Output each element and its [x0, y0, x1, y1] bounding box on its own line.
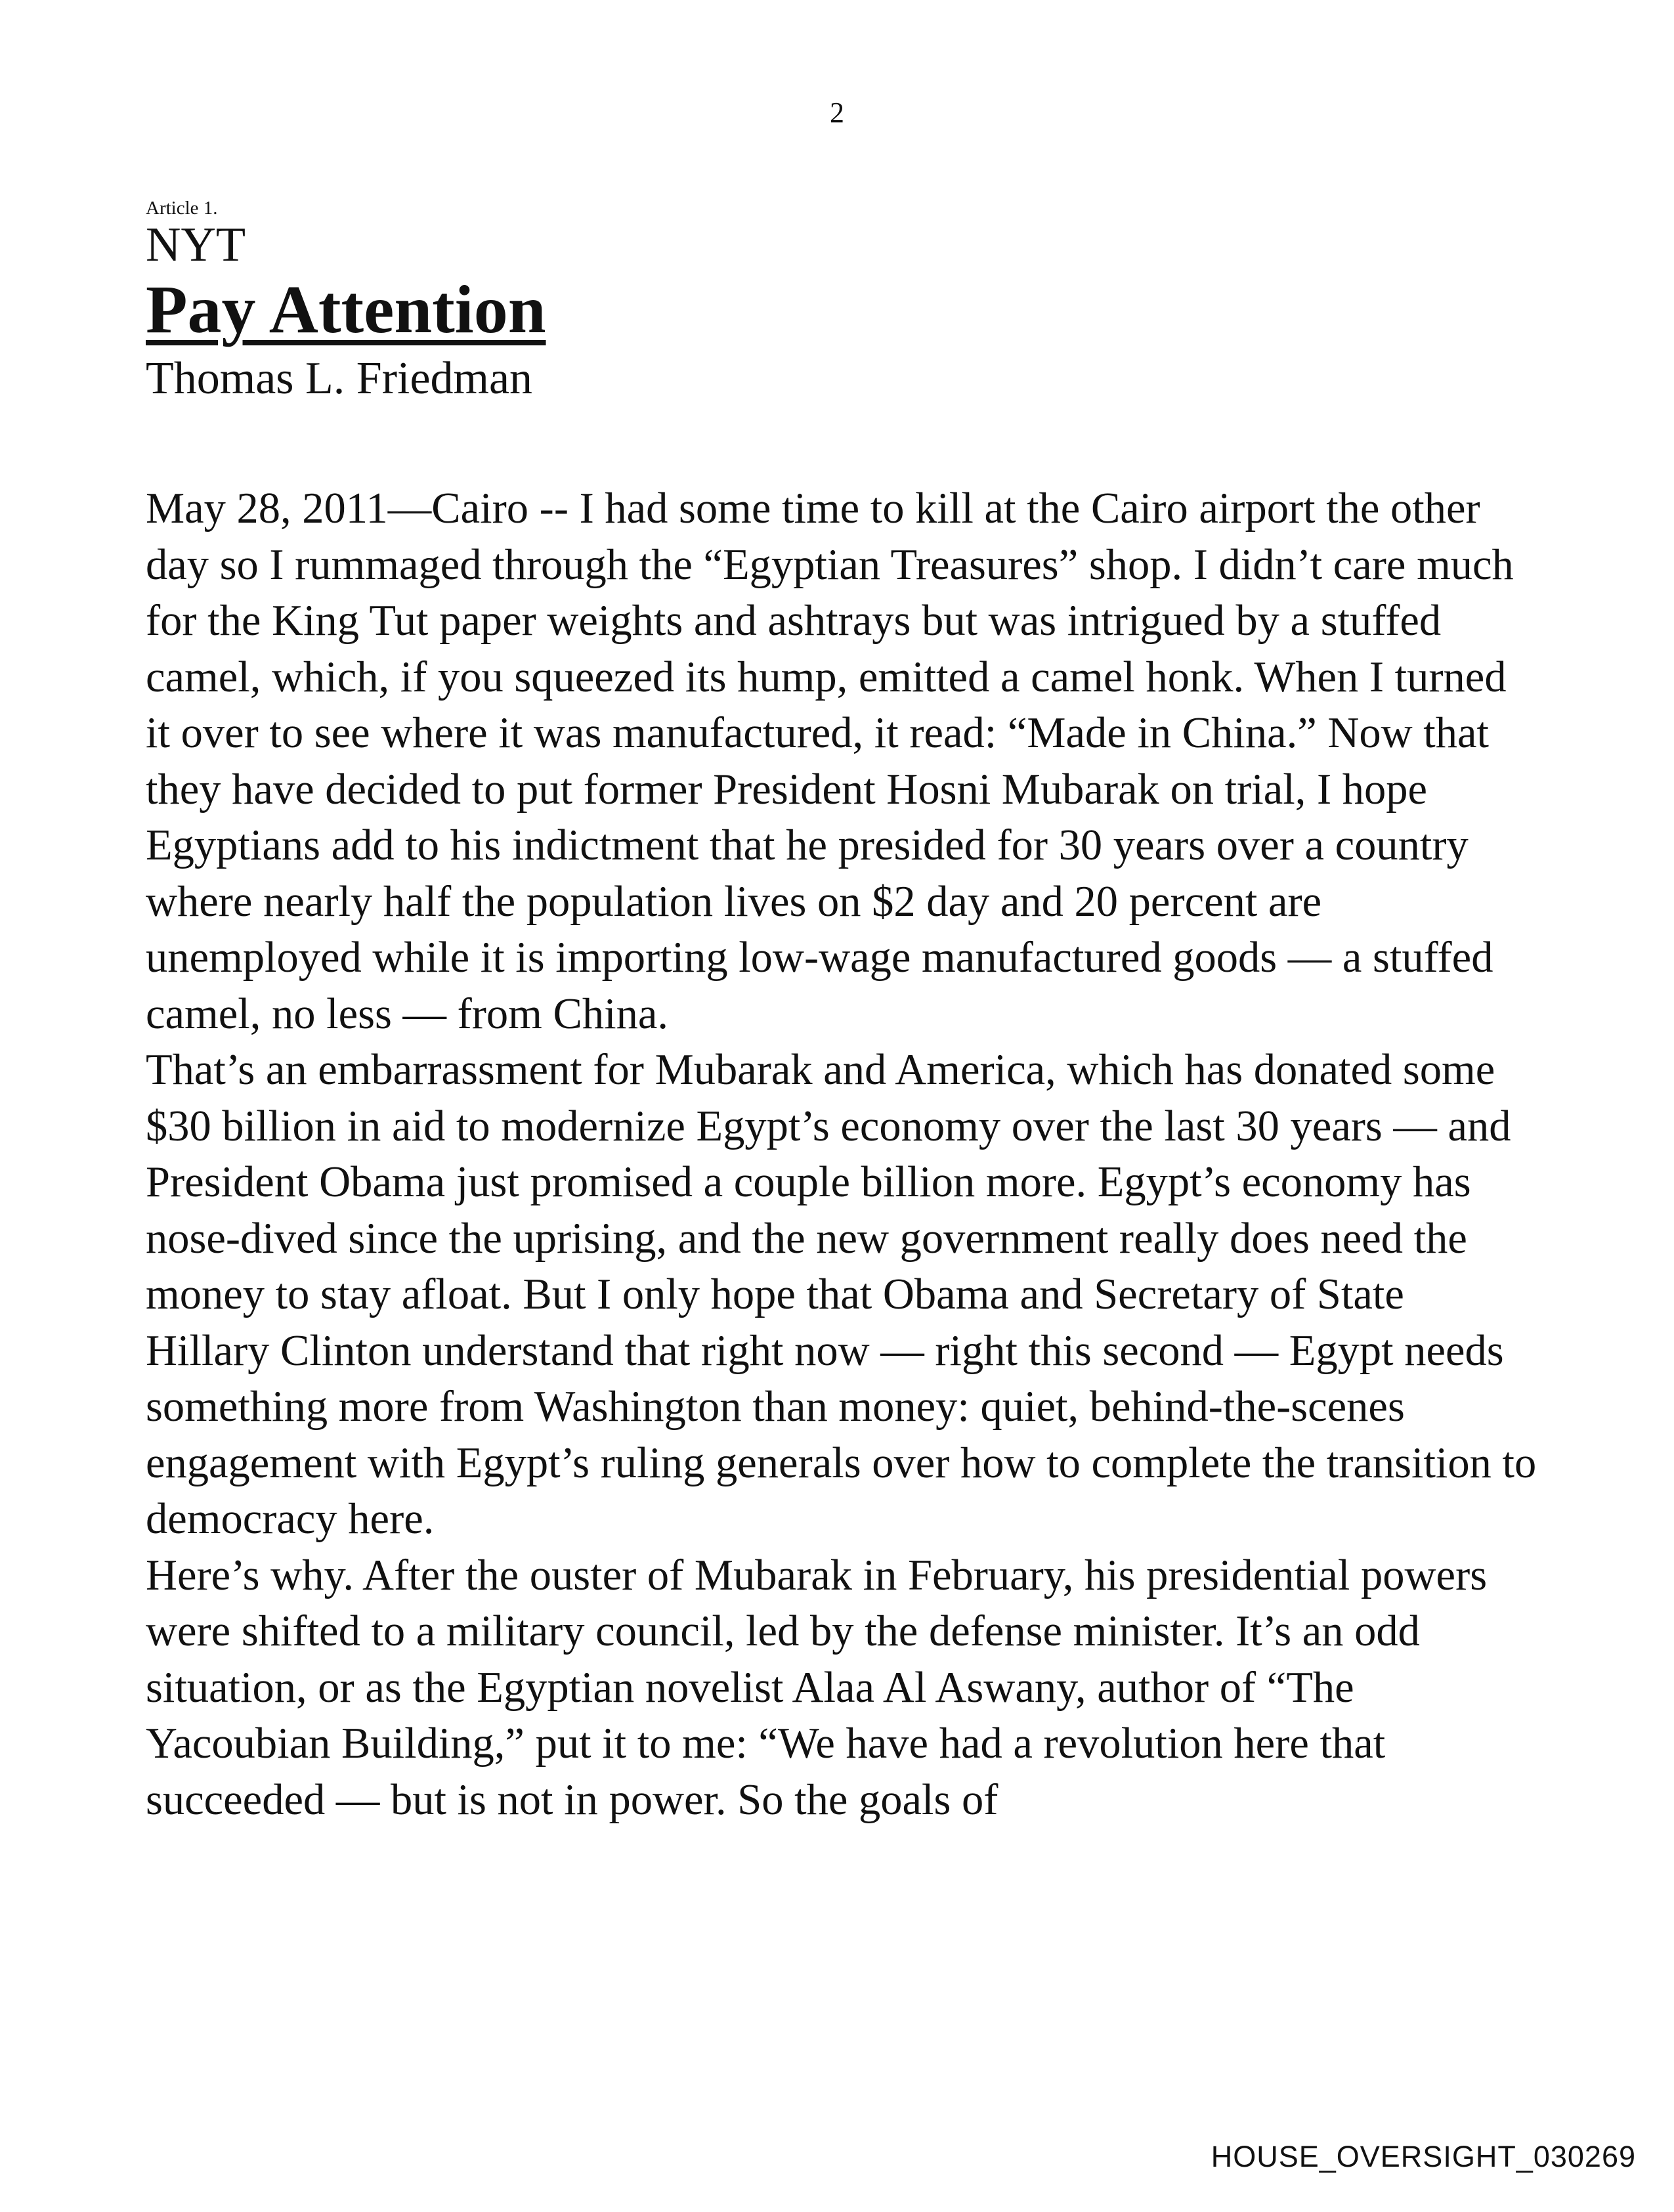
document-id: HOUSE_OVERSIGHT_030269: [1211, 2140, 1636, 2173]
page-number: 2: [830, 97, 844, 129]
publication-source: NYT: [146, 217, 246, 272]
body-paragraph: That’s an embarrassment for Mubarak and America, which has donated some $30 billion in aid to modernize Egypt’s economy over the last 30 years — and President Obama just promised a couple billion more. Egypt’s economy has nose-dived since the uprising, and the new government really does need the money to stay afloat. But I only hope that Obama and Secretary of State Hillary Clinton understand that right now — right this second — Egypt needs something more from Washington than money: quiet, behind-the-scenes engagement with Egypt’s ruling generals over how to complete the transition to democracy here.: [146, 1046, 1537, 1543]
article-headline: Pay Attention: [146, 272, 546, 348]
article-body: [146, 481, 1537, 1828]
article-author: Thomas L. Friedman: [146, 353, 533, 404]
article-header: [146, 197, 1557, 404]
body-paragraph: Here’s why. After the ouster of Mubarak in February, his presidential powers were shifted to a military council, led by the defense minister. It’s an odd situation, or as the Egyptian novelist Alaa Al Aswany, author of “The Yacoubian Building,” put it to me: “We have had a revolution here that succeeded — but is not in power. So the goals of: [146, 1551, 1488, 1824]
article-label: Article 1.: [146, 198, 218, 219]
body-paragraph: May 28, 2011—Cairo -- I had some time to kill at the Cairo airport the other day so I rummaged through the “Egyptian Treasures” shop. I didn’t care much for the King Tut paper weights and ashtrays but was intrigued by a stuffed camel, which, if you squeezed its hump, emitted a camel honk. When I turned it over to see where it was manufactured, it read: “Made in China.” Now that they have decided to put former President Hosni Mubarak on trial, I hope Egyptians add to his indictment that he presided for 30 years over a country where nearly half the population lives on $2 day and 20 percent are unemployed while it is importing low-wage manufactured goods — a stuffed camel, no less — from China.: [146, 485, 1514, 1038]
